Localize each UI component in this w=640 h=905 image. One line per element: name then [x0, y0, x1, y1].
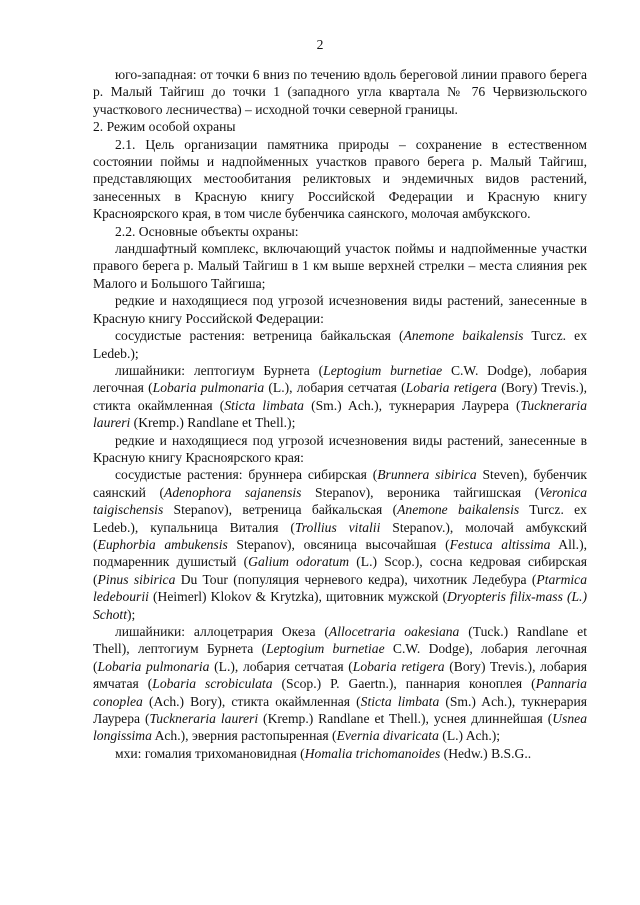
- species-name: Pinus sibirica: [97, 571, 176, 587]
- species-name: Trollius vitalii: [294, 519, 381, 535]
- species-name: Anemone baikalensis: [397, 502, 520, 518]
- species-name: Tuckneraria laureri: [93, 397, 587, 431]
- species-name: Veronica taigischensis: [93, 484, 587, 518]
- species-name: Lobaria retigera: [352, 658, 445, 674]
- species-name: Lobaria pulmonaria: [152, 380, 265, 396]
- species-name: Brunnera sibirica: [377, 467, 477, 483]
- species-name: Evernia divaricata: [336, 728, 439, 744]
- species-name: Festuca altissima: [449, 536, 551, 552]
- continuation-paragraph: юго-западная: от точки 6 вниз по течению вдоль береговой линии правого берега р. Малый Тайгиш до точки 1 (западного угла квартала № 76 Червизюльского участкового лесничества) – исходной точки северной границы.: [93, 67, 587, 117]
- species-name: Leptogium burnetiae: [266, 641, 385, 657]
- species-name: Usnea longissima: [93, 711, 587, 744]
- page-number: 2: [316, 37, 324, 52]
- species-name: Homalia trichomanoides: [304, 745, 441, 761]
- species-name: Anemone baikalensis: [403, 328, 524, 344]
- kk-lichens-paragraph: лишайники: аллоцетрария Океза (Allocetraria oakesiana (Tuck.) Randlane et Thell), лептогиум Бурнета (Leptogium burnetiae C.W. Dodge), лобария легочная (Lobaria pulmonaria (L.), лобария сетчатая (Lobaria retigera (Bory) Trevis.), лобария ямчатая (Lobaria scrobiculata (Scop.) P. Gaertn.), паннария коноплея (Pannaria conoplea (Ach.) Bory), стикта окаймленная (Sticta limbata (Sm.) Ach.), тукнерария Лаурера (Tuckneraria laureri (Kremp.) Randlane et Thell.), уснея длиннейшая (Usnea longissima Ach.), эверния растопыренная (Evernia divaricata (L.) Ach.);: [93, 624, 587, 744]
- species-name: Sticta limbata: [224, 397, 304, 413]
- section-title: 2. Режим особой охраны: [93, 119, 236, 135]
- species-name: Dryopteris filix-mass (L.) Schott: [93, 589, 587, 622]
- species-name: Tuckneraria laureri: [149, 711, 259, 727]
- kk-vascular-paragraph: сосудистые растения: бруннера сибирская (Brunnera sibirica Steven), бубенчик саянский (Adenophora sajanensis Stepanov), вероника тайгишская (Veronica taigischensis Stepanov), ветреница байкальская (Anemone baikalensis Turcz. ex Ledeb.), купальница Виталия (Trollius vitalii Stepanov.), молочай амбукский (Euphorbia ambukensis Stepanov), овсяница высочайшая (Festuca altissima All.), подмаренник душистый (Galium odoratum (L.) Scop.), сосна кедровая сибирская (Pinus sibirica Du Tour (популяция черневого кедра), чихотник Ледебура (Ptarmica ledebourii (Heimerl) Klokov & Krytzka), щитовник мужской (Dryopteris filix-mass (L.) Schott);: [93, 467, 588, 622]
- rf-vascular-paragraph: сосудистые растения: ветреница байкальская (Anemone baikalensis Turcz. ex Ledeb.);: [93, 328, 587, 361]
- species-name: Lobaria retigera: [405, 380, 497, 396]
- species-name: Lobaria scrobiculata: [152, 676, 273, 692]
- species-name: Euphorbia ambukensis: [97, 536, 228, 552]
- species-name: Adenophora sajanensis: [164, 484, 302, 500]
- species-name: Allocetraria oakesiana: [328, 624, 460, 639]
- kk-mosses-paragraph: мхи: гомалия трихомановидная (Homalia trichomanoides (Hedw.) B.S.G..: [115, 745, 532, 761]
- species-name: Ptarmica ledebourii: [93, 571, 588, 605]
- species-name: Pannaria conoplea: [93, 676, 587, 709]
- species-name: Galium odoratum: [248, 554, 350, 570]
- document-body: [93, 66, 587, 762]
- rf-lichens-paragraph: лишайники: лептогиум Бурнета (Leptogium burnetiae C.W. Dodge), лобария легочная (Lobaria pulmonaria (L.), лобария сетчатая (Lobaria retigera (Bory) Trevis.), стикта окаймленная (Sticta limbata (Sm.) Ach.), тукнерария Лаурера (Tuckneraria laureri (Kremp.) Randlane et Thell.);: [93, 362, 587, 431]
- species-name: Sticta limbata: [360, 693, 440, 709]
- landscape-paragraph: ландшафтный комплекс, включающий участок поймы и надпойменные участки правого берега р. Малый Тайгиш в 1 км выше верхней стрелки – места слияния рек Малого и Большого Тайгиша;: [93, 241, 587, 291]
- species-name: Lobaria pulmonaria: [97, 658, 210, 674]
- rf-intro-paragraph: редкие и находящиеся под угрозой исчезновения виды растений, занесенные в Красную книгу Российской Федерации:: [93, 293, 587, 326]
- kk-intro-paragraph: редкие и находящиеся под угрозой исчезновения виды растений, занесенные в Красную книгу Красноярского края:: [93, 432, 587, 465]
- paragraph-2-2: 2.2. Основные объекты охраны:: [115, 223, 299, 239]
- paragraph-2-1: 2.1. Цель организации памятника природы – сохранение в естественном состоянии поймы и надпойменных участков правого берега р. Малый Тайгиш, представляющих местообитания реликтовых и эндемичных видов растений, занесенных в Красную книгу Российской Федерации и Красную книгу Красноярского края, в том числе бубенчика саянского, молочая амбукского.: [93, 136, 587, 222]
- species-name: Leptogium burnetiae: [323, 362, 443, 378]
